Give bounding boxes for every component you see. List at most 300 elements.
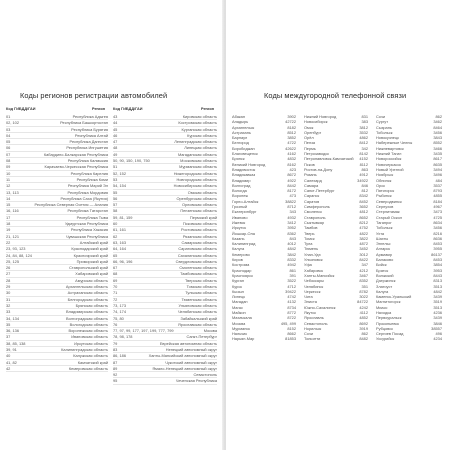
dialing-code: 3494 — [433, 166, 442, 172]
dialing-code: 3652 — [359, 204, 368, 210]
city-name: Смоленск — [304, 209, 322, 215]
region-code: 56 — [113, 195, 118, 201]
dialing-code: 8617 — [433, 156, 442, 162]
city-name: Новосибирск — [304, 119, 328, 125]
region-name: Воронежская область — [68, 328, 108, 334]
city-name: Магнитогорск — [376, 299, 401, 305]
region-name: Республика Бурятия — [71, 126, 108, 132]
list-item — [304, 336, 368, 341]
city-name: Уфа — [304, 262, 312, 268]
region-code: 63, 163 — [113, 239, 126, 245]
region-code: 77, 97, 99, 177, 197, 199, 777, 799 — [113, 328, 174, 334]
dialing-code: 4242 — [359, 304, 368, 310]
region-code: 74, 174 — [113, 309, 126, 315]
dialing-code: 4922 — [287, 177, 296, 183]
region-code: 28 — [6, 277, 11, 283]
dialing-code: 391 — [289, 272, 296, 278]
region-name: Кемеровская область — [68, 365, 108, 371]
dialing-code: 86137 — [431, 251, 442, 257]
region-name: Амурская область — [75, 277, 108, 283]
dialing-code: 3466 — [433, 145, 442, 151]
city-name: Вологда — [232, 188, 247, 194]
city-name: Псков — [304, 161, 315, 167]
dialing-code: 4842 — [433, 288, 442, 294]
region-code: 49 — [113, 151, 118, 157]
city-name: Новый Уренгой — [376, 166, 404, 172]
city-name: Серпухов — [376, 204, 394, 210]
city-name: Сергиев Посад — [376, 331, 404, 337]
region-code: 70 — [113, 284, 118, 290]
vehicle-codes-column-1 — [6, 114, 108, 372]
dialing-code: 4742 — [287, 294, 296, 300]
region-code: 51 — [113, 164, 118, 170]
dialing-code: 863 — [361, 166, 368, 172]
city-name: Севастополь — [304, 320, 328, 326]
city-name: Чебоксары — [304, 278, 324, 284]
region-code: 14 — [6, 195, 11, 201]
city-name: Краснодар — [232, 267, 252, 273]
region-code: 60 — [113, 221, 118, 227]
city-name: Ярославль — [304, 315, 324, 321]
dialing-code: 84722 — [357, 299, 368, 305]
region-name: Ставропольский край — [69, 265, 108, 271]
region-name: Иркутская область — [74, 340, 108, 346]
region-code: 29 — [6, 284, 11, 290]
region-code: 79 — [113, 340, 118, 346]
dialing-code: 3822 — [359, 235, 368, 241]
region-name: Псковская область — [182, 221, 217, 227]
city-name: Томск — [304, 235, 315, 241]
city-name: Энгельс — [376, 241, 391, 247]
region-name: Ивановская область — [71, 334, 108, 340]
region-code: 47 — [113, 139, 118, 145]
dialing-code: 81853 — [285, 336, 296, 342]
region-name: Курская область — [187, 132, 217, 138]
dialing-code: 38822 — [285, 198, 296, 204]
dialing-code: 3467 — [359, 272, 368, 278]
dialing-code: 383 — [361, 119, 368, 125]
city-name: Элиста — [304, 299, 317, 305]
city-name: Йошкар-Ола — [232, 230, 255, 236]
dialing-code: 4832 — [287, 156, 296, 162]
city-name: Нижний Новгород — [304, 114, 337, 119]
city-name: Анадырь — [232, 119, 249, 125]
city-name: Владимир — [232, 177, 251, 183]
region-name: Новосибирская область — [173, 183, 217, 189]
region-code: 75, 80 — [113, 315, 124, 321]
city-name: Сочи — [376, 114, 386, 119]
city-name: Брянск — [232, 156, 245, 162]
region-code: 52, 152 — [113, 170, 126, 176]
city-name: Кемерово — [232, 251, 250, 257]
dialing-code: 42722 — [285, 119, 296, 125]
region-name: Оренбургская область — [176, 195, 217, 201]
region-code: 43 — [113, 114, 118, 119]
dialing-code: 8662 — [287, 331, 296, 337]
dialing-code: 8422 — [359, 257, 368, 263]
region-code: 69 — [113, 277, 118, 283]
dialing-code: 343 — [289, 209, 296, 215]
vehicle-codes-title: Коды регионов регистрации автомобилей — [20, 91, 168, 100]
region-code: 19 — [6, 227, 11, 233]
city-name: Самара — [304, 182, 319, 188]
city-name: Астрахань — [232, 129, 251, 135]
region-code: 76 — [113, 321, 118, 327]
dialing-code: 4942 — [287, 262, 296, 268]
city-name: Тюмень — [304, 246, 319, 252]
region-name: Краснодарский край — [71, 246, 108, 252]
region-code: 11 — [6, 176, 11, 182]
dialing-code: 3473 — [433, 209, 442, 215]
dialing-code: 3902 — [287, 114, 296, 119]
region-code: 33 — [6, 309, 11, 315]
region-code: 27 — [6, 271, 11, 277]
dialing-code: 4725 — [433, 214, 442, 220]
city-name: Таганрог — [376, 219, 392, 225]
region-name: Карачаево-Черкесская Республика — [44, 164, 108, 170]
dialing-code: 8443 — [433, 272, 442, 278]
region-code: 89 — [113, 365, 118, 371]
dialing-code: 831 — [361, 114, 368, 119]
city-name: Абакан — [232, 114, 245, 119]
region-code: 06 — [6, 145, 11, 151]
city-name: Великий Новгород — [232, 161, 266, 167]
table-row — [113, 378, 217, 384]
dialing-code: 8313 — [433, 278, 442, 284]
region-name: Костромская область — [178, 120, 217, 126]
dialing-code: 3513 — [433, 283, 442, 289]
city-name: Бийск — [376, 262, 387, 268]
region-code: 02, 102 — [6, 120, 19, 126]
dialing-code: 846 — [361, 182, 368, 188]
dialing-code: 4855 — [433, 193, 442, 199]
dialing-code: 4842 — [287, 246, 296, 252]
city-name: Норильск — [304, 325, 322, 331]
region-code: 12 — [6, 183, 11, 189]
dialing-code: 4722 — [287, 140, 296, 146]
region-code: 61, 161 — [113, 227, 126, 233]
city-name: Балаково — [376, 257, 394, 263]
dialing-code: 8453 — [433, 241, 442, 247]
region-name: Республика Дагестан — [69, 139, 108, 145]
city-name: Владивосток — [232, 166, 256, 172]
dialing-code: 496 — [435, 331, 442, 337]
city-name: Новокузнецк — [376, 135, 399, 141]
dialing-code: 8112 — [359, 161, 368, 167]
city-name: Казань — [232, 235, 245, 241]
region-code: 57 — [113, 202, 118, 208]
dialing-code: 3435 — [433, 151, 442, 157]
region-name: Челябинская область — [177, 309, 217, 315]
region-column-header-2: Регион — [201, 107, 215, 111]
city-name: Стерлитамак — [376, 209, 400, 215]
region-code: 13, 113 — [6, 189, 19, 195]
city-name: Пенза — [304, 140, 316, 146]
city-name: Саранск — [304, 193, 320, 199]
region-name: Республика Карелия — [70, 170, 108, 176]
dialing-code: 8216 — [433, 230, 442, 236]
city-name: Благовещенск — [232, 151, 258, 157]
region-name: Ростовская область — [181, 227, 217, 233]
dialing-code: 3854 — [433, 262, 442, 268]
dialing-code: 4234 — [433, 336, 442, 342]
dialing-code: 3496 — [433, 172, 442, 178]
dialing-code: 8712 — [287, 204, 296, 210]
dialing-code: 39422 — [285, 288, 296, 294]
city-name: Рязань — [304, 172, 317, 178]
region-name: Сахалинская область — [177, 252, 217, 258]
city-name: Омск — [304, 124, 314, 130]
city-name: Липецк — [232, 294, 245, 300]
dialing-code: 8184 — [433, 198, 442, 204]
region-name: Удмуртская Республика — [64, 221, 108, 227]
city-name: Нальчик — [232, 331, 247, 337]
region-code: 38, 85, 138 — [6, 340, 26, 346]
region-code: 39, 91 — [6, 346, 17, 352]
region-name: Свердловская область — [175, 258, 217, 264]
region-name: Забайкальский край — [180, 315, 217, 321]
region-code: 09 — [6, 164, 11, 170]
dialing-code: 8452 — [359, 198, 368, 204]
region-code: 35 — [6, 321, 11, 327]
dialing-code: 4812 — [359, 209, 368, 215]
city-name: Ульяновск — [304, 257, 323, 263]
dialing-code: 4712 — [287, 283, 296, 289]
dialing-code: 8332 — [287, 257, 296, 263]
dialing-code: 3846 — [433, 320, 442, 326]
vehicle-codes-column-2 — [113, 114, 217, 385]
dialing-code: 3852 — [287, 135, 296, 141]
region-name: Чукотский автономный округ — [165, 359, 217, 365]
city-name: Калуга — [232, 246, 245, 252]
region-name: Чувашская Республика — [65, 233, 108, 239]
region-name: Приморский край — [76, 258, 108, 264]
city-name: Нижневартовск — [376, 145, 404, 151]
region-name: Белгородская область — [67, 296, 108, 302]
city-name: Красноярск — [232, 272, 253, 278]
city-name: Москва — [232, 320, 246, 326]
dialing-code: 3412 — [287, 219, 296, 225]
city-name: Первоуральск — [376, 315, 402, 321]
phone-codes-column-1 — [232, 114, 296, 342]
dialing-code: 4132 — [287, 299, 296, 305]
city-name: Чита — [304, 294, 313, 300]
dialing-code: 8464 — [433, 124, 442, 130]
region-code: 18 — [6, 221, 11, 227]
city-name: Сочи — [304, 331, 314, 337]
dialing-code: 812 — [361, 188, 368, 194]
city-name: Рубцовск — [376, 325, 393, 331]
city-name: Санкт-Петербург — [304, 188, 335, 194]
region-name: Чеченская Республика — [175, 378, 217, 384]
region-code: 65 — [113, 252, 118, 258]
city-name: Тула — [304, 241, 313, 247]
region-name: Тамбовская область — [180, 271, 217, 277]
region-name: Кировская область — [182, 114, 217, 119]
dialing-code: 34922 — [357, 177, 368, 183]
region-code: 15 — [6, 202, 11, 208]
city-name: Петропавловск-Камчатский — [304, 156, 354, 162]
dialing-code: 423 — [289, 166, 296, 172]
region-name: Ярославская область — [177, 321, 217, 327]
city-name: Дзержинск — [376, 278, 396, 284]
city-name: Новочеркасск — [376, 161, 401, 167]
dialing-code: 8142 — [359, 151, 368, 157]
region-code: 34, 134 — [6, 315, 19, 321]
dialing-code: 843 — [289, 235, 296, 241]
dialing-code: 8672 — [287, 172, 296, 178]
region-code: 92 — [113, 372, 118, 378]
city-name: Махачкала — [232, 315, 252, 321]
region-code: 71 — [113, 290, 118, 296]
city-name: Курган — [232, 278, 244, 284]
region-code: 26 — [6, 265, 11, 271]
city-name: Рыбинск — [376, 193, 392, 199]
region-name: Липецкая область — [184, 145, 217, 151]
city-name: Калуга — [376, 288, 389, 294]
city-name: Златоуст — [376, 283, 393, 289]
city-name: Обнинск — [376, 177, 392, 183]
dialing-code: 3462 — [433, 119, 442, 125]
region-code: 66, 96, 196 — [113, 258, 133, 264]
region-name: Республика Адыгея — [72, 114, 108, 119]
region-name: Калининградская область — [61, 346, 108, 352]
dialing-code: 3439 — [433, 315, 442, 321]
dialing-code: 495, 499 — [280, 320, 296, 326]
dialing-code: 862 — [435, 114, 442, 119]
dialing-code: 4112 — [359, 309, 368, 315]
region-code: 46 — [113, 132, 118, 138]
dialing-code: 8453 — [433, 257, 442, 263]
city-name: Ханты-Мансийск — [304, 272, 335, 278]
city-name: Черкесск — [304, 288, 321, 294]
city-name: Братск — [376, 267, 389, 273]
dialing-code: 347 — [361, 262, 368, 268]
region-code: 50, 90, 150, 190, 750 — [113, 158, 150, 164]
region-name: Республика Ингушетия — [66, 145, 108, 151]
region-name: Республика Коми — [76, 176, 108, 182]
region-code: 22 — [6, 239, 11, 245]
dialing-code: 484 — [435, 177, 442, 183]
region-name: Пермский край — [189, 214, 217, 220]
region-name: Алтайский край — [79, 239, 108, 245]
city-name: Шахты — [376, 235, 389, 241]
dialing-code: 3452 — [359, 246, 368, 252]
dialing-code: 3456 — [433, 129, 442, 135]
city-name: Армавир — [376, 251, 393, 257]
region-name: Республика Марий Эл — [67, 183, 108, 189]
city-name: Старый Оскол — [376, 214, 402, 220]
city-name: Салехард — [304, 177, 322, 183]
dialing-code: 861 — [289, 267, 296, 273]
dialing-code: 8162 — [287, 161, 296, 167]
dialing-code: 42622 — [285, 145, 296, 151]
dialing-code: 4236 — [433, 309, 442, 315]
region-code: 32 — [6, 302, 11, 308]
city-name: Сызрань — [376, 124, 392, 130]
city-name: Якутск — [304, 309, 316, 315]
region-code: 42 — [6, 365, 11, 371]
region-code: 25, 125 — [6, 258, 19, 264]
region-code: 73, 173 — [113, 302, 126, 308]
region-name: Ленинградская область — [174, 139, 217, 145]
region-name: Республика Северная Осетия — Алания — [34, 202, 108, 208]
region-name: Курганская область — [181, 126, 217, 132]
region-code: 72 — [113, 296, 118, 302]
city-name: Сыктывкар — [304, 219, 325, 225]
region-name: Республика Алтай — [74, 132, 108, 138]
city-name: Новороссийск — [376, 156, 402, 162]
dialing-code: 4822 — [359, 230, 368, 236]
city-name: Находка — [376, 309, 392, 315]
dialing-code: 3955 — [433, 246, 442, 252]
city-name: Курск — [232, 283, 242, 289]
region-name: Республика Татарстан — [67, 208, 108, 214]
city-name: Майкоп — [232, 309, 246, 315]
city-name: Тверь — [304, 230, 315, 236]
region-code: 48 — [113, 145, 118, 151]
region-name: Севастополь — [193, 372, 217, 378]
region-name: Кабардино-Балкарская Республика — [43, 151, 108, 157]
region-code: 58 — [113, 208, 118, 214]
dialing-code: 8722 — [287, 315, 296, 321]
region-name: Ханты-Мансийский автономный округ — [148, 353, 217, 359]
city-name: Тамбов — [304, 225, 318, 231]
region-name: Саратовская область — [178, 246, 217, 252]
city-name: Мурманск — [232, 325, 250, 331]
city-name: Магадан — [232, 299, 248, 305]
region-code: 45 — [113, 126, 118, 132]
region-code: 87 — [113, 359, 118, 365]
dialing-code: 342 — [361, 145, 368, 151]
region-code: 95 — [113, 378, 118, 384]
city-name: Ангарск — [376, 246, 391, 252]
region-name: Республика Тыва — [76, 214, 108, 220]
city-name: Северодвинск — [376, 198, 402, 204]
city-name: Каменск-Уральский — [376, 294, 412, 300]
region-code: 05 — [6, 139, 11, 145]
table-row — [6, 366, 108, 372]
region-code: 83 — [113, 346, 118, 352]
city-name: Уссурийск — [376, 336, 395, 342]
region-name: Архангельская область — [65, 284, 108, 290]
city-name: Владикавказ — [232, 172, 256, 178]
region-name: Ненецкий автономный округ — [165, 346, 217, 352]
region-code: 01 — [6, 114, 11, 119]
region-code: 31 — [6, 296, 11, 302]
region-name: Орловская область — [181, 202, 217, 208]
region-code: 21, 121 — [6, 233, 19, 239]
city-name: Набережные Челны — [376, 140, 413, 146]
city-name: Горно-Алтайск — [232, 198, 259, 204]
region-name: Ульяновская область — [178, 302, 217, 308]
city-name: Оренбург — [304, 129, 322, 135]
city-name: Ставрополь — [304, 214, 326, 220]
region-code: 24, 84, 88, 124 — [6, 252, 32, 258]
right-page — [226, 0, 450, 450]
region-code: 64, 164 — [113, 246, 126, 252]
region-code: 55 — [113, 189, 118, 195]
city-name: Белгород — [232, 140, 249, 146]
dialing-code: 4752 — [359, 225, 368, 231]
dialing-code: 3519 — [433, 299, 442, 305]
dialing-code: 8442 — [287, 182, 296, 188]
city-name: Тобольск — [376, 129, 393, 135]
city-name: Ижевск — [232, 219, 246, 225]
city-name: Улан-Удэ — [304, 251, 321, 257]
dialing-code: 3012 — [359, 251, 368, 257]
city-name: Симферополь — [304, 204, 330, 210]
